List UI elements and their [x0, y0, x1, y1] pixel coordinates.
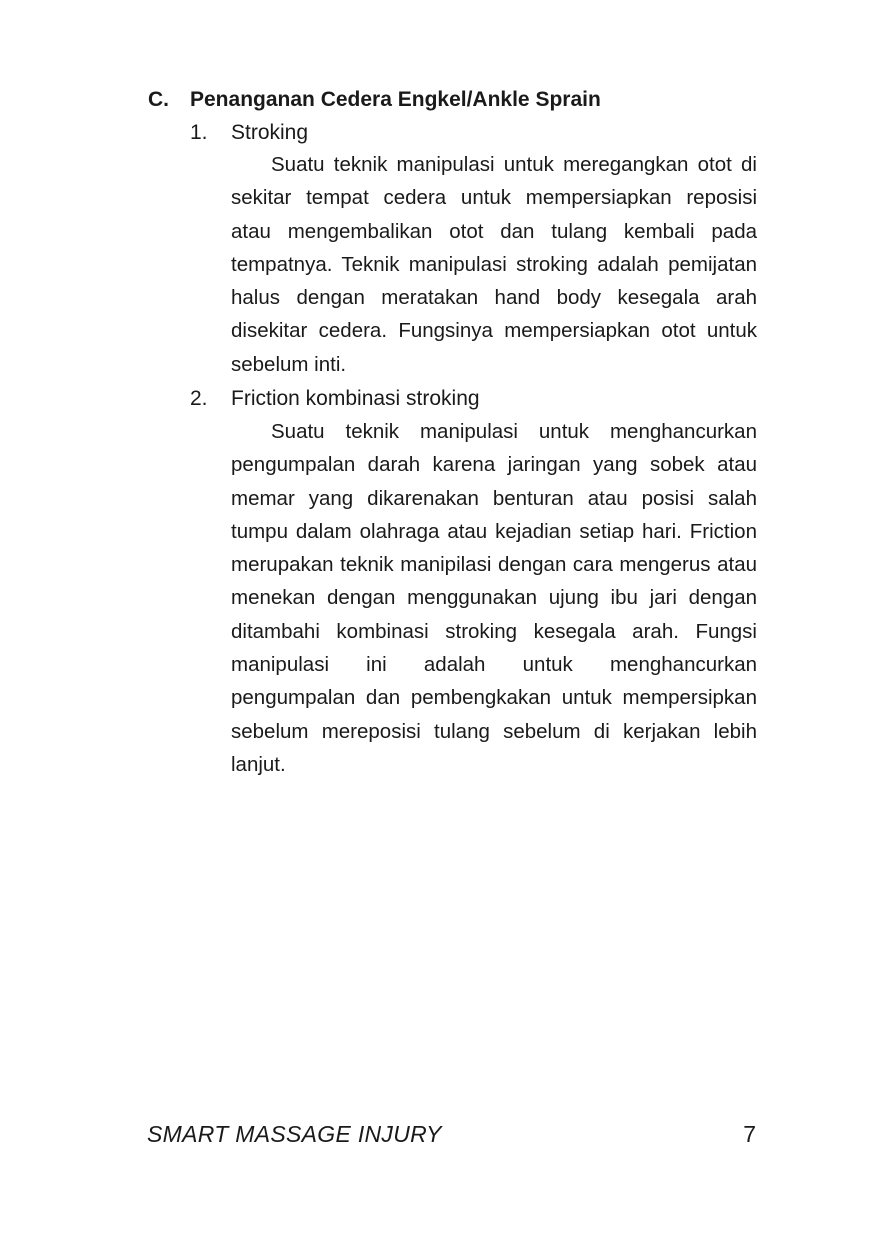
section-title: Penanganan Cedera Engkel/Ankle Sprain [190, 88, 601, 111]
list-item-paragraph: Suatu teknik manipulasi untuk menghancurkan pengumpalan darah karena jaringan yang sobek atau memar yang dikarenakan benturan atau posisi salah tumpu dalam olahraga atau kejadian setiap hari. Friction merupakan teknik manipilasi dengan cara mengerus atau menekan dengan menggunakan ujung ibu jari dengan ditambahi kombinasi stroking kesegala arah. Fungsi manipulasi ini adalah untuk menghancurkan pengumpalan dan pembengkakan untuk mempersipkan sebelum mereposisi tulang sebelum di kerjakan lebih lanjut. [231, 420, 757, 776]
section-heading [148, 87, 768, 113]
section-letter: C. [148, 88, 169, 111]
running-footer-title: SMART MASSAGE INJURY [147, 1121, 442, 1147]
list-item-title [190, 120, 308, 146]
list-item-title [190, 386, 480, 412]
list-item-heading: Stroking [231, 121, 309, 144]
list-item-number: 2. [190, 387, 208, 410]
page-number: 7 [743, 1121, 756, 1147]
list-item-number: 1. [190, 121, 208, 144]
list-item-paragraph: Suatu teknik manipulasi untuk meregangkan otot di sekitar tempat cedera untuk mempersiapkan reposisi atau mengembalikan otot dan tulang kembali pada tempatnya. Teknik manipulasi stroking adalah pemijatan halus dengan meratakan hand body kesegala arah disekitar cedera. Fungsinya mempersiapkan otot untuk sebelum inti. [231, 153, 757, 376]
list-item-heading: Friction kombinasi stroking [231, 387, 480, 410]
